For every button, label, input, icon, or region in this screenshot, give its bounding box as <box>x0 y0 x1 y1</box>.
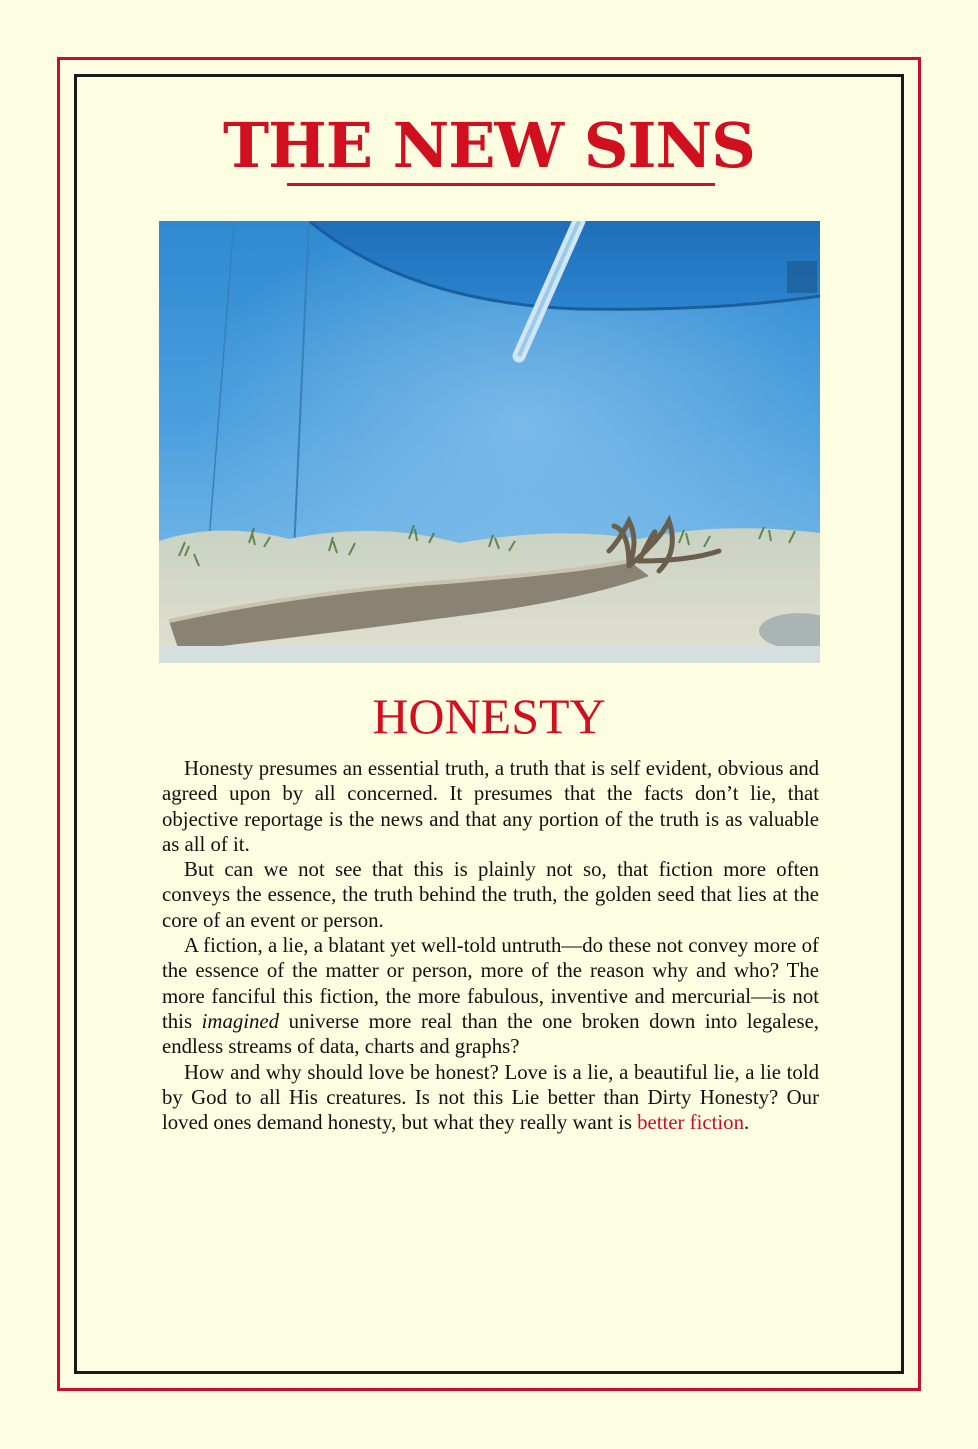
paragraph-4-text: How and why should love be honest? Love is a lie, a beautiful lie, a lie told by God to all His creatures. Is not this Lie better than Dirty Honesty? Our loved ones demand honesty, but what they really want is <box>162 1060 819 1135</box>
paragraph-1: Honesty presumes an essential truth, a truth that is self evident, obvious and agreed upon by all concerned. It presumes that the facts don’t lie, that objective reportage is the news and that any portion of the truth is as valuable as all of it. <box>162 757 819 856</box>
paragraph-4-text-end: . <box>743 1111 750 1135</box>
paragraph-3 <box>162 933 819 1059</box>
diorama-photo <box>159 221 820 663</box>
paragraph-3-text-end: universe more real than the one broken down into legalese, endless streams of data, charts and graphs? <box>162 1009 819 1059</box>
paragraph-4 <box>162 1060 819 1136</box>
paragraph-3-italic: imagined <box>201 1009 280 1033</box>
article-body <box>162 756 819 1135</box>
page-title: THE NEW SINS <box>223 109 755 182</box>
highlight-phrase: better fiction <box>637 1111 744 1135</box>
section-title: HONESTY <box>372 688 606 744</box>
paragraph-2: But can we not see that this is plainly not so, that fiction more often conveys the essence, the truth behind the truth, the golden seed that lies at the core of an event or person. <box>162 858 819 932</box>
paragraph-3-text: A fiction, a lie, a blatant yet well-told untruth—do these not convey more of the essence of the matter or person, more of the reason why and who? The more fanciful this fiction, the more fabulous, inventive and mercurial—is not this <box>162 934 819 1033</box>
title-underline <box>287 183 715 186</box>
